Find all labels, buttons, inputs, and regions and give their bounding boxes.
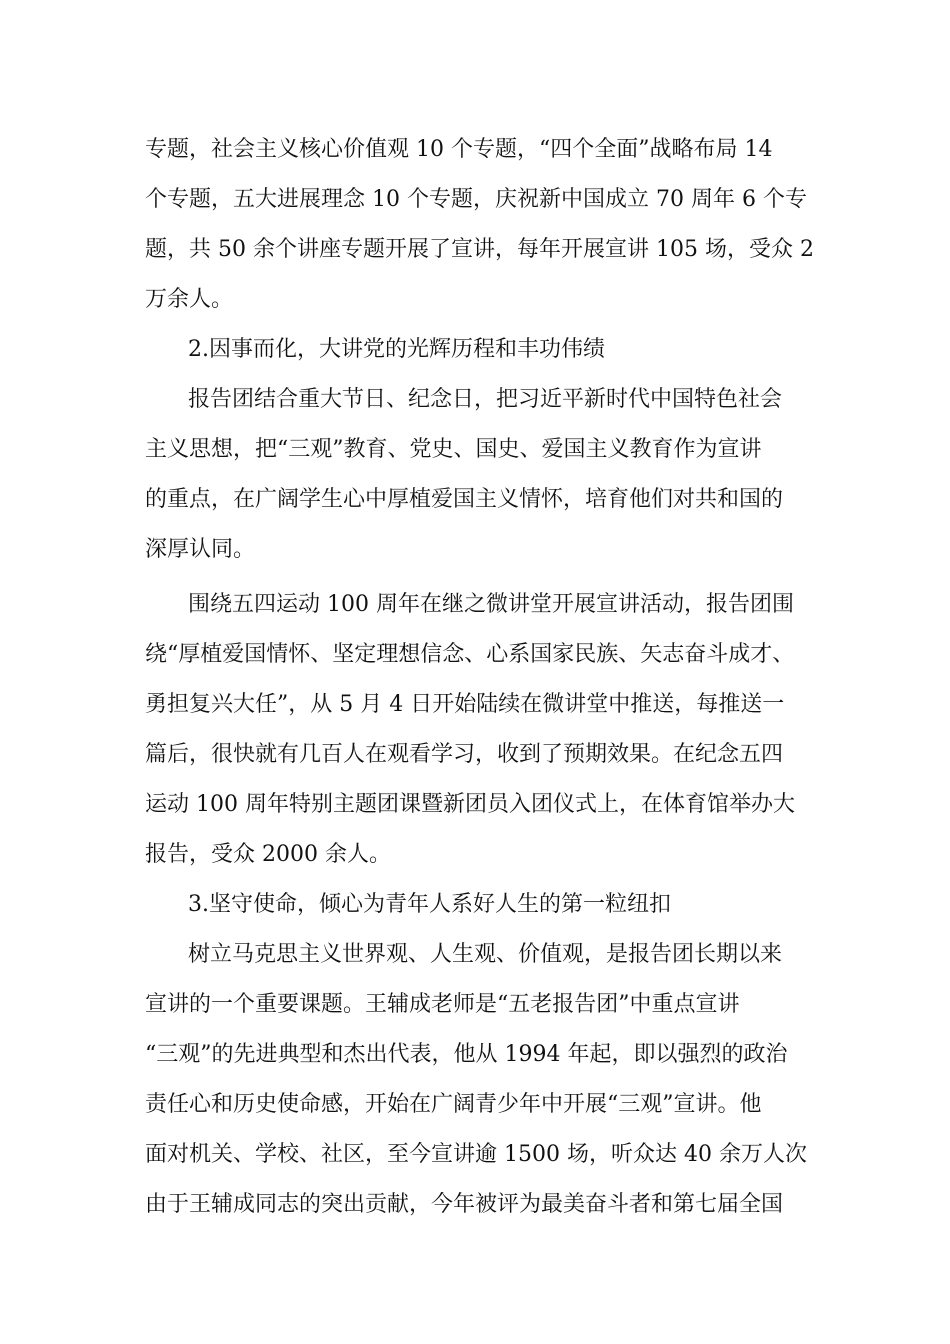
text-line: 运动 100 周年特别主题团课暨新团员入团仪式上，在体育馆举办大 [145,792,795,817]
text-line: 个专题，五大进展理念 10 个专题，庆祝新中国成立 70 周年 6 个专 [145,187,807,212]
text-line: 专题，社会主义核心价值观 10 个专题，“四个全面”战略布局 14 [145,137,773,162]
section-heading: 3.坚守使命，倾心为青年人系好人生的第一粒纽扣 [188,892,671,917]
text-line: 勇担复兴大任”，从 5 月 4 日开始陆续在微讲堂中推送，每推送一 [145,692,785,717]
text-line: 万余人。 [145,287,234,312]
text-line: 面对机关、学校、社区，至今宣讲逾 1500 场，听众达 40 余万人次 [145,1142,807,1167]
text-line: 围绕五四运动 100 周年在继之微讲堂开展宣讲活动，报告团围 [188,592,794,617]
text-line: 报告团结合重大节日、纪念日，把习近平新时代中国特色社会 [188,387,783,412]
text-line: 树立马克思主义世界观、人生观、价值观，是报告团长期以来 [188,942,783,967]
text-line: 深厚认同。 [145,537,256,562]
text-line: 责任心和历史使命感，开始在广阔青少年中开展“三观”宣讲。他 [145,1092,762,1117]
text-line: 的重点，在广阔学生心中厚植爱国主义情怀，培育他们对共和国的 [145,487,784,512]
text-line: 篇后，很快就有几百人在观看学习，收到了预期效果。在纪念五四 [145,742,784,767]
text-line: 宣讲的一个重要课题。王辅成老师是“五老报告团”中重点宣讲 [145,992,740,1017]
text-line: 绕“厚植爱国情怀、坚定理想信念、心系国家民族、矢志奋斗成才、 [145,642,795,667]
text-line: 由于王辅成同志的突出贡献，今年被评为最美奋斗者和第七届全国 [145,1192,784,1217]
text-line: 报告，受众 2000 余人。 [145,842,391,867]
text-line: 题，共 50 余个讲座专题开展了宣讲，每年开展宣讲 105 场，受众 2 [145,237,814,262]
text-line: “三观”的先进典型和杰出代表，他从 1994 年起，即以强烈的政治 [145,1042,788,1067]
text-line: 主义思想，把“三观”教育、党史、国史、爱国主义教育作为宣讲 [145,437,762,462]
section-heading: 2.因事而化，大讲党的光辉历程和丰功伟绩 [188,337,605,362]
